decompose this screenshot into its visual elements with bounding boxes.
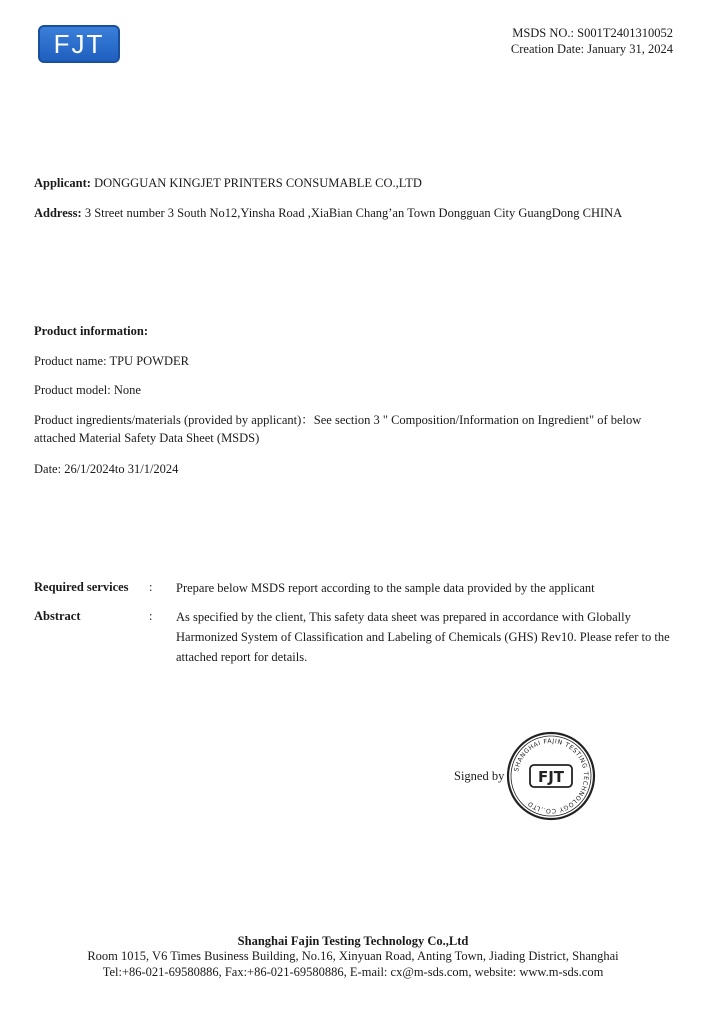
creation-date: Creation Date: January 31, 2024 <box>510 42 673 56</box>
abstract-text: As specified by the client, This safety data sheet was prepared in accordance with Globally Harmonized System of Classification and Labeling of Chemicals (GHS) Rev10. Please refer to the attached report for details. <box>176 610 670 664</box>
address-line <box>34 204 622 222</box>
required-services-colon: : <box>149 580 153 594</box>
product-date: Date: 26/1/2024to 31/1/2024 <box>34 462 179 476</box>
seal-center-text: FJT <box>537 768 565 786</box>
footer-company: Shanghai Fajin Testing Technology Co.,Ltd <box>237 934 469 948</box>
footer-address: Room 1015, V6 Times Business Building, No.16, Xinyuan Road, Anting Town, Jiading District, Shanghai <box>87 949 619 963</box>
product-name: Product name: TPU POWDER <box>34 354 189 368</box>
product-model: Product model: None <box>34 383 141 397</box>
applicant-label: Applicant: <box>34 176 91 190</box>
address-label: Address: <box>34 206 82 220</box>
applicant-value: DONGGUAN KINGJET PRINTERS CONSUMABLE CO.,LTD <box>94 176 422 190</box>
required-services-label: Required services <box>34 580 129 594</box>
signed-by-label: Signed by <box>454 769 505 783</box>
abstract-colon: : <box>149 609 153 623</box>
product-ingredients: Product ingredients/materials (provided by applicant)：See section 3 " Composition/Information on Ingredient" of below attached Material Safety Data Sheet (MSDS) <box>34 413 642 445</box>
footer-contact: Tel:+86-021-69580886, Fax:+86-021-69580886, E-mail: cx@m-sds.com, website: www.m-sds.com <box>102 965 604 979</box>
abstract-label: Abstract <box>34 609 81 623</box>
product-info-heading: Product information: <box>34 324 148 338</box>
document-header-info <box>511 25 673 57</box>
applicant-line <box>34 174 422 192</box>
company-seal-stamp <box>506 731 596 821</box>
seal-ring-text: SHANGHAI FAJIN TESTING TECHNOLOGY CO.,LTD <box>513 737 590 815</box>
address-value: 3 Street number 3 South No12,Yinsha Road ,XiaBian Chang’an Town Dongguan City GuangDong CHINA <box>84 206 623 220</box>
fjt-logo: FJT <box>38 25 120 63</box>
msds-number: MSDS NO.: S001T2401310052 <box>512 26 673 40</box>
required-services-text: Prepare below MSDS report according to the sample data provided by the applicant <box>176 581 595 595</box>
